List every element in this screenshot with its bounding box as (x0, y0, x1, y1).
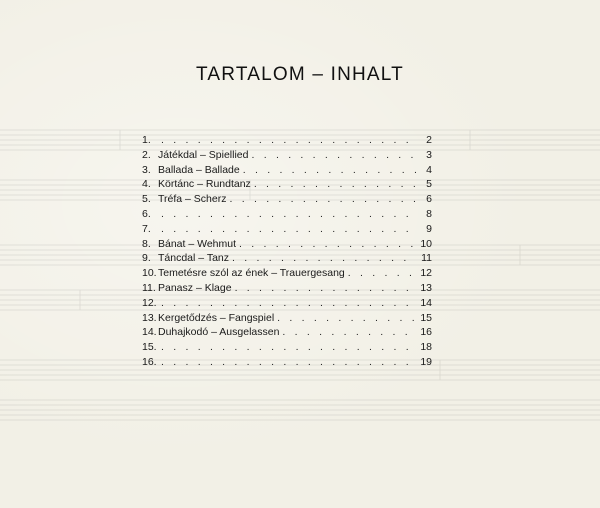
dot-leader (158, 355, 416, 370)
dot-leader (229, 251, 416, 266)
dot-leader (345, 266, 416, 281)
entry-page: 3 (426, 148, 432, 161)
entry-page: 8 (426, 207, 432, 220)
entry-number: 10. (142, 267, 157, 280)
toc-entry (142, 222, 432, 237)
entry-number: 14. (142, 326, 157, 339)
toc-entry (142, 266, 432, 281)
entry-number: 15. (142, 341, 157, 354)
entry-number: 8. (142, 237, 151, 250)
entry-number: 7. (142, 222, 151, 235)
table-of-contents (142, 133, 432, 370)
entry-page: 2 (426, 134, 432, 146)
dot-leader (158, 207, 416, 222)
entry-page: 14 (420, 296, 432, 309)
entry-title: Kergetődzés – Fangspiel (158, 311, 275, 324)
entry-page: 6 (426, 193, 432, 206)
dot-leader (279, 325, 416, 340)
toc-entry (142, 251, 432, 266)
entry-page: 11 (421, 252, 432, 265)
toc-entry (142, 207, 432, 222)
entry-number: 6. (142, 207, 151, 220)
dot-leader (251, 177, 416, 192)
dot-leader (232, 281, 416, 296)
entry-page: 10 (420, 237, 432, 250)
dot-leader (226, 192, 416, 207)
entry-page: 16 (420, 326, 432, 339)
entry-title: Bánat – Wehmut (158, 237, 237, 250)
toc-entry (142, 163, 432, 178)
entry-page: 9 (426, 222, 432, 235)
entry-title: Duhajkodó – Ausgelassen (158, 326, 280, 339)
entry-number: 16. (142, 355, 157, 368)
entry-number: 13. (142, 311, 157, 324)
entry-number: 4. (142, 178, 151, 191)
entry-title: Játékdal – Spiellied (158, 148, 249, 161)
entry-title: Tréfa – Scherz (158, 193, 227, 206)
toc-entry (142, 148, 432, 163)
entry-number: 12. (142, 296, 157, 309)
entry-page: 19 (420, 355, 432, 368)
entry-number: 11. (142, 281, 156, 294)
toc-entry (142, 296, 432, 311)
toc-entry (142, 192, 432, 207)
entry-page: 15 (420, 311, 432, 324)
entry-title: Táncdal – Tanz (158, 252, 230, 265)
dot-leader (274, 311, 416, 326)
entry-title: Körtánc – Rundtanz (158, 178, 251, 191)
entry-number: 9. (142, 252, 151, 265)
toc-entry (142, 237, 432, 252)
dot-leader (158, 296, 416, 311)
page-title: TARTALOM – INHALT (196, 64, 404, 85)
dot-leader (158, 340, 416, 355)
toc-entry (142, 355, 432, 370)
entry-page: 13 (420, 281, 432, 294)
entry-number: 2. (142, 148, 151, 161)
toc-entry (142, 340, 432, 355)
entry-title: Ballada – Ballade (158, 163, 240, 176)
entry-page: 18 (420, 341, 432, 354)
entry-page: 4 (426, 163, 432, 176)
dot-leader (248, 148, 416, 163)
dot-leader (236, 237, 416, 252)
dot-leader (158, 222, 416, 237)
entry-page: 12 (420, 267, 432, 280)
entry-title: Panasz – Klage (158, 281, 232, 294)
entry-title: Temetésre szól az ének – Trauergesang (158, 267, 345, 280)
toc-entry (142, 311, 432, 326)
toc-entry (142, 281, 432, 296)
entry-number: 3. (142, 163, 151, 176)
toc-entry (142, 177, 432, 192)
toc-entry (142, 133, 432, 148)
entry-number: 1. (142, 134, 151, 146)
entry-number: 5. (142, 193, 151, 206)
dot-leader (240, 163, 416, 178)
entry-page: 5 (426, 178, 432, 191)
dot-leader (158, 133, 416, 148)
toc-entry (142, 325, 432, 340)
